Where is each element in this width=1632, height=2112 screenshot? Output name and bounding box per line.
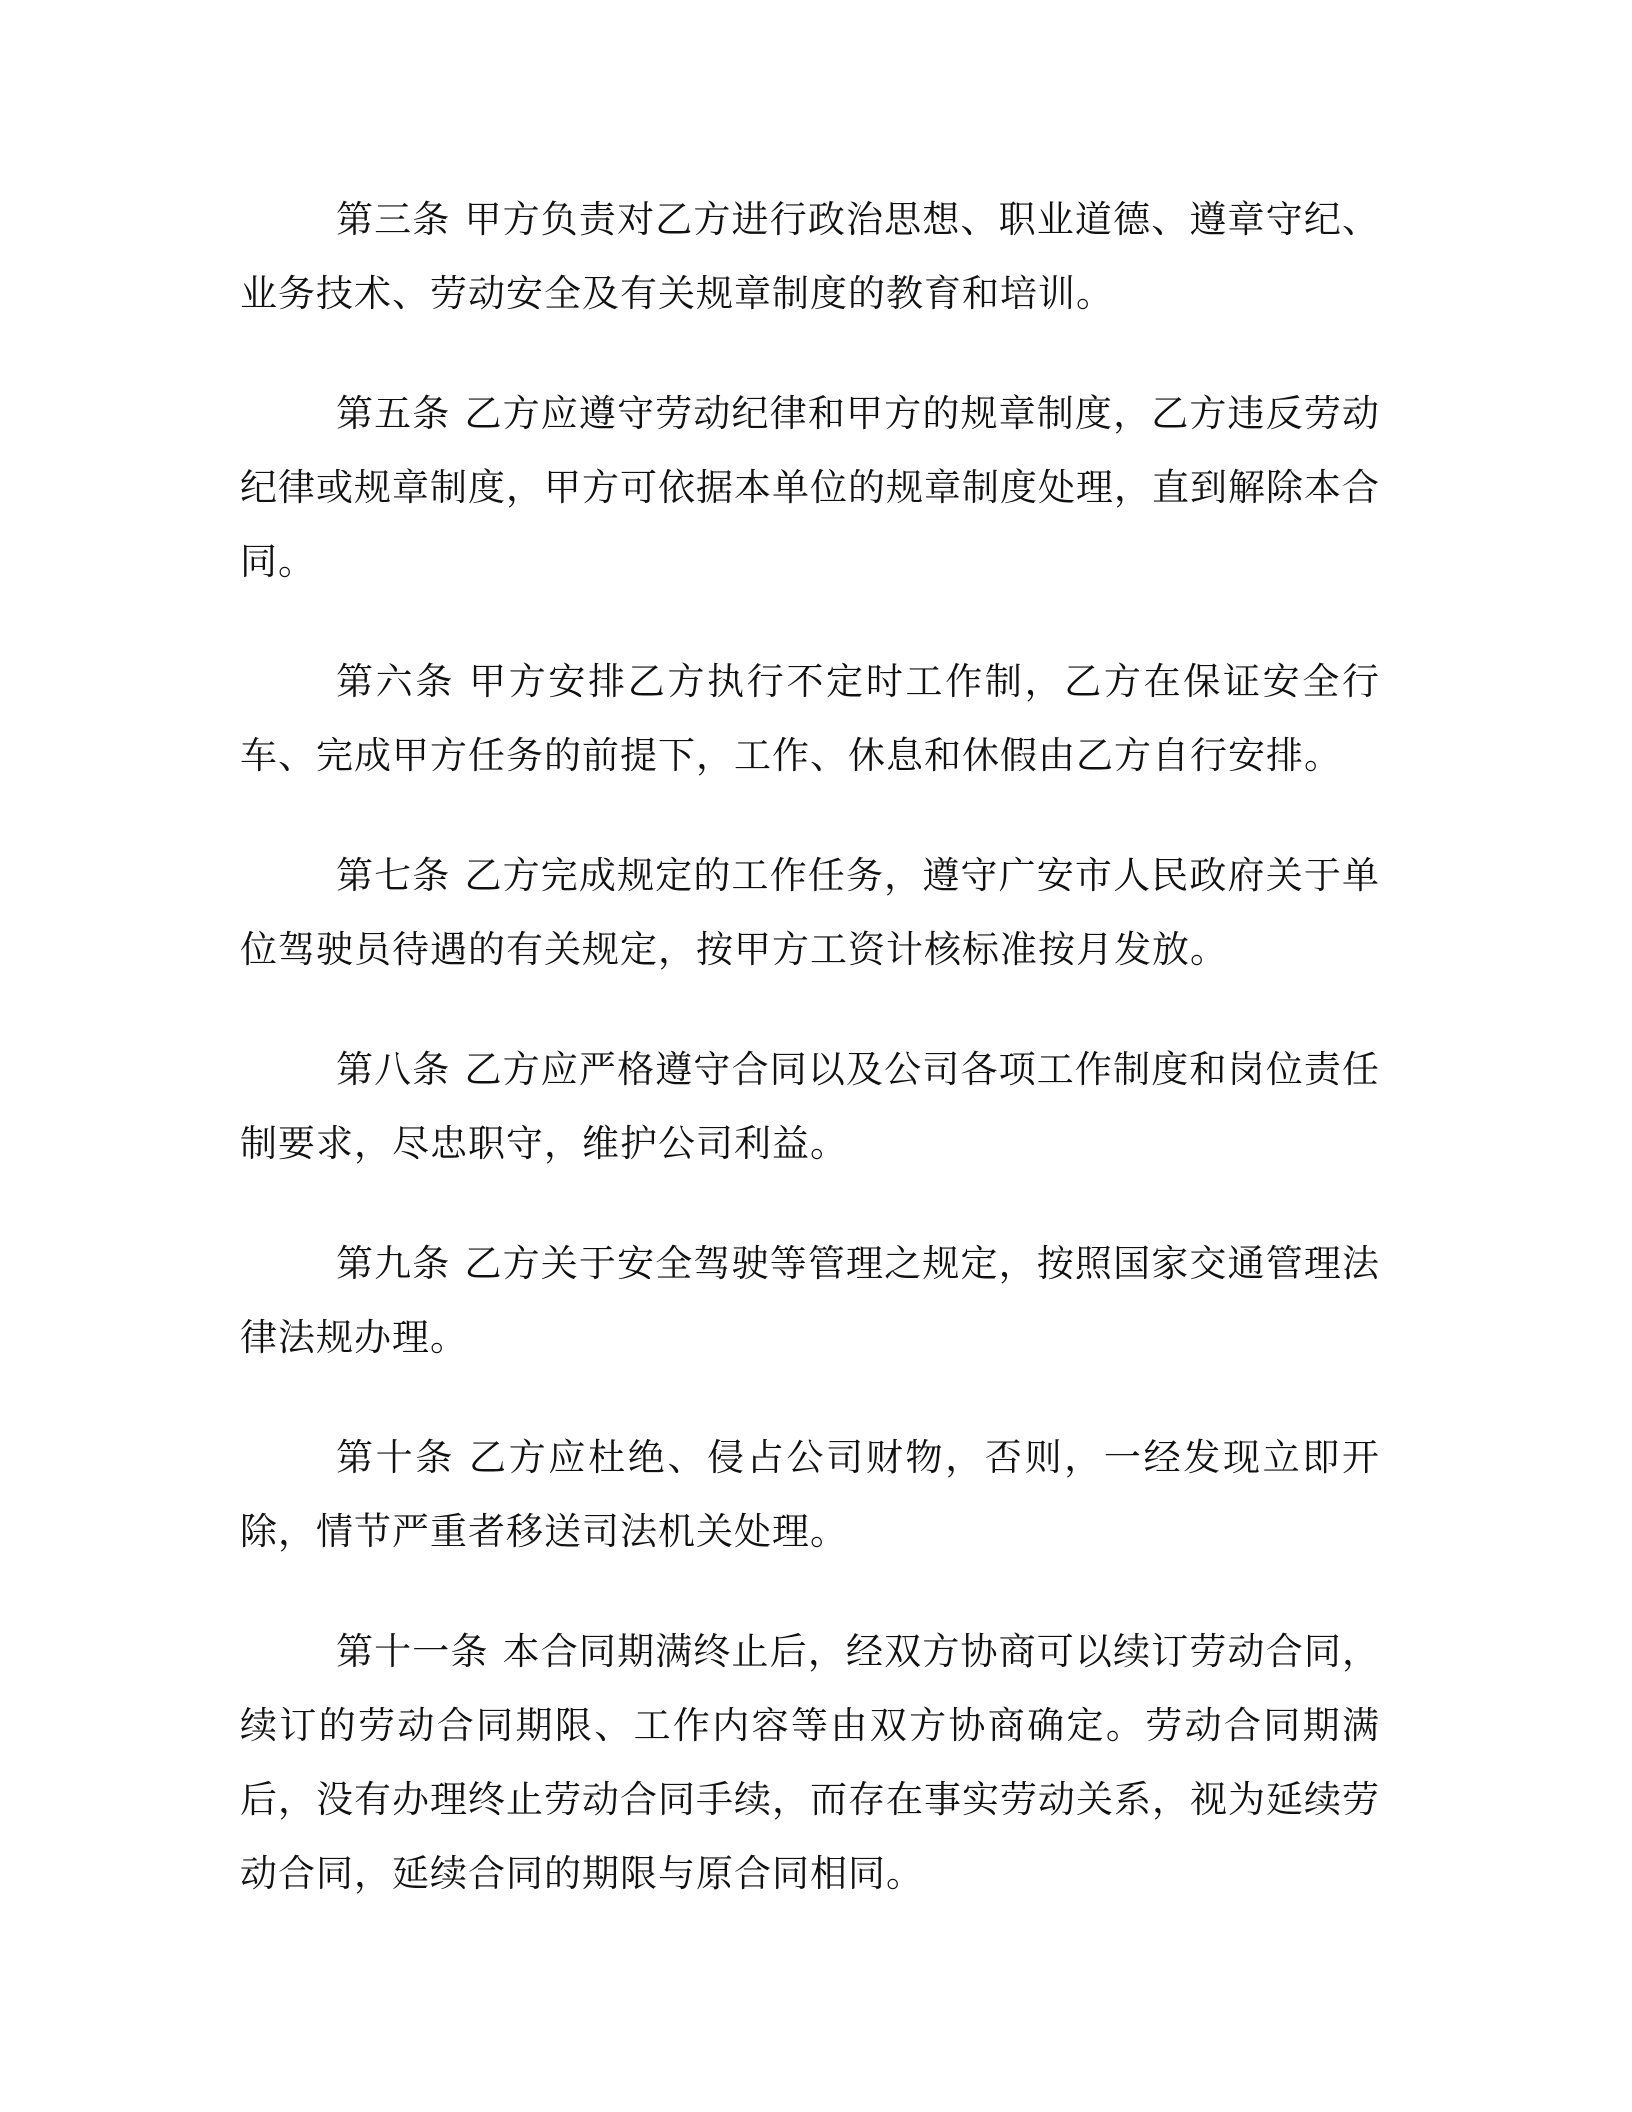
- contract-body: [240, 183, 1380, 1957]
- article-10: [240, 1421, 1380, 1569]
- article-8: [240, 1033, 1380, 1181]
- article-text: 本合同期满终止后，经双方协商可以续订劳动合同，续订的劳动合同期限、工作内容等由双方协商确定。劳动合同期满后，没有办理终止劳动合同手续，而存在事实劳动关系，视为延续劳动合同，延续合同的期限与原合同相同。: [240, 1630, 1381, 1895]
- article-text: 乙方应杜绝、侵占公司财物，否则，一经发现立即开除，情节严重者移送司法机关处理。: [240, 1436, 1381, 1553]
- article-text: 甲方负责对乙方进行政治思想、职业道德、遵章守纪、业务技术、劳动安全及有关规章制度的教育和培训。: [240, 198, 1381, 315]
- article-3: [240, 183, 1380, 331]
- article-text: 甲方安排乙方执行不定时工作制，乙方在保证安全行车、完成甲方任务的前提下，工作、休息和休假由乙方自行安排。: [240, 660, 1381, 777]
- article-text: 乙方应遵守劳动纪律和甲方的规章制度，乙方违反劳动纪律或规章制度，甲方可依据本单位的规章制度处理，直到解除本合同。: [240, 392, 1381, 583]
- article-5: [240, 377, 1380, 599]
- article-number: 第七条: [336, 854, 451, 897]
- article-number: 第六条: [336, 660, 456, 703]
- article-9: [240, 1227, 1380, 1375]
- article-text: 乙方应严格遵守合同以及公司各项工作制度和岗位责任制要求，尽忠职守，维护公司利益。: [240, 1048, 1381, 1165]
- article-number: 第九条: [336, 1242, 451, 1285]
- article-number: 第五条: [336, 392, 451, 435]
- article-6: [240, 645, 1380, 793]
- article-7: [240, 839, 1380, 987]
- article-number: 第三条: [336, 198, 451, 241]
- article-number: 第十一条: [336, 1630, 489, 1673]
- article-number: 第十条: [336, 1436, 456, 1479]
- article-number: 第八条: [336, 1048, 451, 1091]
- article-text: 乙方完成规定的工作任务，遵守广安市人民政府关于单位驾驶员待遇的有关规定，按甲方工资计核标准按月发放。: [240, 854, 1381, 971]
- article-11: [240, 1615, 1380, 1911]
- article-text: 乙方关于安全驾驶等管理之规定，按照国家交通管理法律法规办理。: [240, 1242, 1381, 1359]
